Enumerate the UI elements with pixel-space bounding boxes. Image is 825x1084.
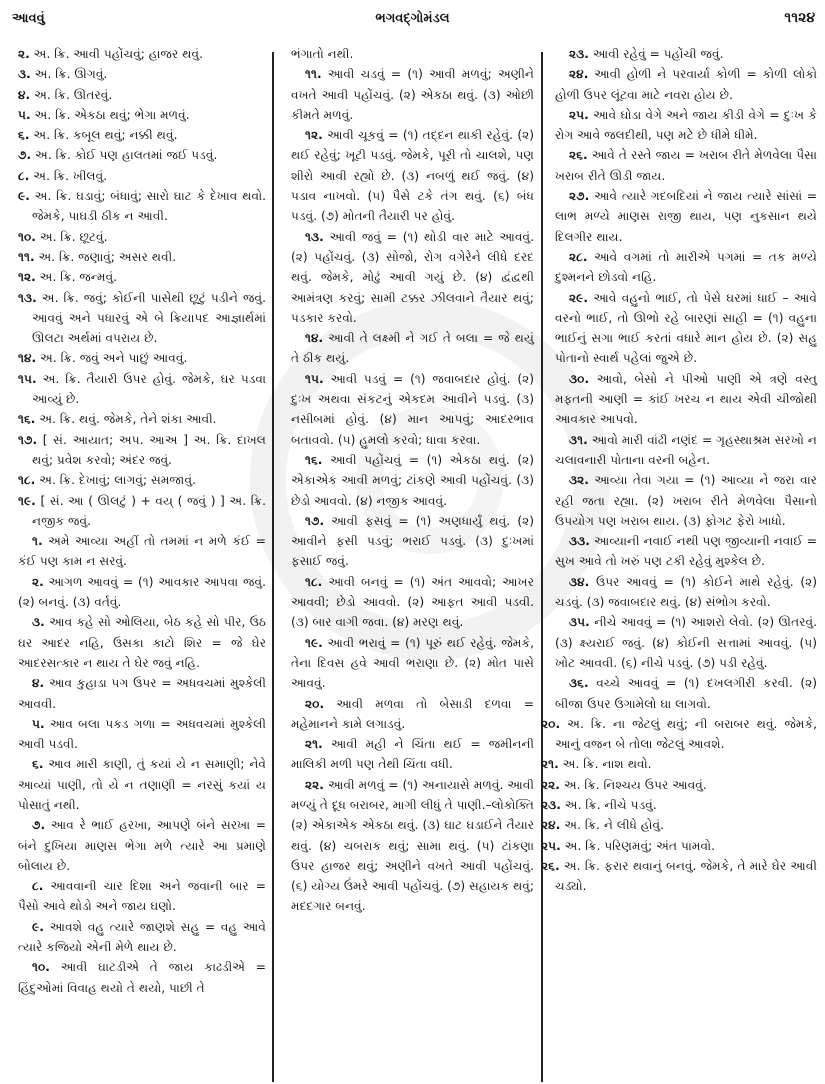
entry-text: વચ્ચે આવવું = (૧) દખલગીરી કરવી. (૨) બીજા ઉપર ઉગામેલો ઘા લાગવો. (555, 676, 817, 711)
idiom-entry (18, 531, 266, 572)
definition-entry (18, 105, 266, 125)
idiom-entry (291, 369, 534, 450)
entry-text: આવ કુહાડા પગ ઉપર = અધવચમાં મુશ્કેલી આવવી. (18, 676, 267, 711)
entry-number: ૩૪. (569, 574, 590, 589)
entry-number: ૨૫. (569, 107, 589, 122)
entry-number: ૧૯. (305, 635, 323, 650)
entry-number: ૨૨. (305, 777, 324, 792)
entry-number: ૯. (32, 919, 44, 934)
entry-text: આવે વહુનો ભાઈ, તો પેસે ઘરમાં ધાઈ – આવે વરનો ભાઈ, તો ઊભો રહે બારણાં સાહી = (૧) વહુના ભાઈનું સગા ભાઈ કરતાં વધારે માન હોય છે. (૨) સહુ પોતાનો સ્વાર્થ પહેલાં જુએ છે. (555, 290, 818, 366)
definition-entry (18, 64, 266, 84)
entry-text: અ. ક્રિ. કોઈ પણ હાલતમાં જઈ પડવું. (34, 148, 218, 163)
idiom-entry (18, 754, 266, 815)
entry-number: ૧૬. (305, 452, 323, 467)
entry-number: ૧૭. (305, 513, 325, 528)
definition-entry (18, 267, 266, 287)
entry-number: ૨૮. (569, 249, 588, 264)
entry-text: આવી ભરાવું = (૧) પૂરું થઈ રહેવું. જેમકે, તેના દિવસ હવે આવી ભરાણા છે. (૨) મોત પાસે આવવું. (291, 635, 534, 691)
entry-text: આવી મળવા તો બેસાડી દળવા = મહેમાનને કામે લગાડવું. (291, 696, 535, 731)
entry-text: આવી બનવું = (૧) અંત આવવો; આખર આવવી; છેડો આવવો. (૨) આફત આવી પડવી. (૩) બાર વાગી જવા. (૪) મરણ થવું. (291, 574, 534, 630)
definition-entry (18, 369, 266, 410)
entry-number: ૨. (32, 574, 44, 589)
entry-text: [ સં. આયાત; અપ. આઅ ] અ. ક્રિ. દાખલ થવું; પ્રવેશ કરવો; અંદર જવું. (32, 432, 266, 467)
entry-number: ૨૭. (569, 189, 590, 204)
entry-number: ૨૯. (569, 290, 588, 305)
entry-text: અ. ક્રિ. ઘડાવું; બંધાવું; સારો ઘાટ કે દેખાવ થવો. જેમકે, પાઘડી ઠીક ન આવી. (32, 189, 267, 224)
entry-number: ૧૦. (18, 229, 36, 244)
entry-number: ૩૬. (569, 676, 589, 691)
idiom-entry (291, 511, 534, 572)
entry-number: ૧૨. (18, 270, 36, 285)
entry-text: અ. ક્રિ. તૈયારી ઉપર હોવું. જેમકે, ઘર પડવા આવ્યું છે. (32, 371, 267, 407)
idiom-entry (18, 612, 266, 673)
entry-number: ૨૬. (569, 148, 588, 163)
entry-number: ૪. (18, 87, 31, 102)
entry-text: અ. ક્રિ. નિશ્ચય ઉપર આવવું. (563, 777, 707, 792)
entry-text: આવી રહેવું = પહોંચી જવું. (592, 47, 724, 61)
column-divider (272, 52, 274, 1082)
definition-entry (541, 775, 817, 795)
entry-number: ૨૧. (541, 757, 559, 772)
entry-text: અ. ક્રિ. એકઠા થવું; ભેગા મળવું. (34, 107, 190, 122)
entry-text: આવો મારી વાંઢી નણંદ = ગૃહસ્થાશ્રમ સરખો ન ચલાવનારી પોતાના વરની બહેન. (555, 432, 817, 467)
idiom-entry (555, 470, 817, 531)
header-dictionary-title: ભગવદ્ગોમંડલ (375, 11, 450, 26)
entry-text: નીચે આવવું = (૧) આશરો લેવો. (૨) ઊતરવું. (૩) ક્ષ્યરાઈ જવું. (૪) કોઈની સત્તામાં આવવું. (૫) ખોટ આવવી. (૬) નીચે પડવું. (૭) પડી રહેવું. (555, 615, 818, 670)
page-header (0, 0, 825, 36)
definition-entry (18, 44, 266, 64)
entry-text: આવ કહે સો ઓલિયા, બેઠ કહે સો પીર, ઉઠ ઘર આદર નહિ, ઉસકા કાટો શિર = જે ઘેર આદરસત્કાર ન થાય તે ઘેર જવું નહિ. (18, 615, 266, 670)
entry-number: ૭. (18, 148, 32, 163)
entry-text: આવી હોળી ને પરવાર્યા કોળી = કોળી લોકો હોળી ઉપર લૂંટવા માટે નવરા હોય છે. (555, 67, 817, 102)
idiom-entry (291, 572, 534, 633)
entry-number: ૨૧. (305, 737, 323, 752)
definition-entry (18, 166, 266, 186)
entry-number: ૫. (18, 107, 31, 122)
column-divider (541, 52, 543, 1082)
idiom-entry (18, 714, 266, 755)
definition-entry (18, 247, 266, 267)
column-middle (291, 44, 534, 917)
definition-entry (541, 754, 817, 774)
entry-text: આવ બલા પકડ ગળા = અધવચમાં મુશ્કેલી આવી પડવી. (18, 716, 266, 752)
entry-text: અ. ક્રિ. જવું અને પાછું આવવું. (40, 351, 188, 366)
entry-text: અ. ક્રિ. ઊતરવું. (34, 87, 113, 102)
entry-text: અ. ક્રિ. ફરાર થવાનું બનવું. જેમકે, તે મારે ઘેર આવી ચડ્યો. (555, 858, 818, 894)
entry-text: આવો, બેસો ને પીઓ પાણી એ ત્રણે વસ્તુ મફતની આણી = કાંઈ ખરચ ન થાય એવી ચીજોથી આવકાર આપવો. (555, 371, 818, 427)
entry-text: આવી ચૂકવું = (૧) તદ્દન થાકી રહેવું. (૨) થઈ રહેવું; ખૂટી પડવું. જેમકે, પૂરી તો ચાલશે, પણ શીરો આવી રહ્યો છે. (૩) નબળું થઈ જવું. (૪) પડાવ નાખવો. (૫) પૈસે ટકે તંગ થવું. (૬) બંધ પડવું. (૭) મોતની તૈયારી પર હોવું. (291, 128, 534, 224)
entry-number: ૧૫. (305, 371, 324, 386)
entry-number: ૩૫. (569, 615, 590, 630)
entry-number: ૨૬. (541, 858, 560, 873)
idiom-entry (555, 430, 817, 471)
definition-entry (18, 186, 266, 227)
entry-number: ૨૪. (541, 818, 561, 833)
entry-number: ૧૩. (305, 229, 324, 244)
entry-number: ૩૦. (569, 371, 590, 386)
entry-number: ૨. (18, 47, 30, 61)
entry-number: ૧૭. (18, 432, 38, 447)
entry-number: ૧૦. (32, 960, 50, 975)
definition-entry (541, 795, 817, 815)
entry-number: ૨૨. (541, 777, 560, 792)
definition-entry (541, 836, 817, 856)
idiom-entry (555, 673, 817, 714)
entry-text: આવી જવું = (૧) થોડી વાર માટે આવવું. (૨) પહોંચવું. (૩) સોજો, રોગ વગેરેને લીધે દરદ થવું. જેમકે, મોઢું આવી ગયું છે. (૪) દ્વંદ્વથી આમંત્રણ કરવું; સામી ટક્કર ઝીલવાને તૈયાર થવું; પડકાર કરવો. (291, 229, 535, 325)
header-page-number: ૧૧૨૪ (784, 10, 815, 26)
entry-number: ૧૧. (18, 249, 35, 264)
entry-text: અ. ક્રિ. દેખાવું; લાગવું; સમજાવું. (39, 473, 196, 488)
entry-text: આવી ફસવું = (૧) અણધાર્યું થવું. (૨) આવીને ફસી પડવું; ભરાઈ પડવું. (૩) દુઃખમાં ફસાઈ જવું. (291, 513, 535, 569)
idiom-entry (291, 328, 534, 369)
entry-text: અ. ક્રિ. કબૂલ થવું; નક્કી થવું. (33, 128, 178, 143)
entry-text: અ. ક્રિ. છૂટવું. (39, 229, 108, 244)
idiom-entry (555, 247, 817, 288)
entry-number: ૮. (18, 168, 30, 183)
idiom-entry (291, 734, 534, 775)
entry-text: આવ મારી કાણી, તું કયાં યે ન સમાણી; નેવે આવ્યાં પાણી, તો યે ન તણાણી = નરસું કયાં ય પોસાતું નથી. (18, 757, 267, 812)
definition-entry (18, 348, 266, 368)
idiom-entry (18, 673, 266, 714)
entry-text: આવે ઘોડા વેગે અને જાય કીડી વેગે = દુઃખ કે રોગ આવે જલદીથી, પણ મટે છે ધીમે ધીમે. (555, 107, 817, 143)
idiom-entry (555, 145, 817, 186)
entry-number: ૯. (18, 189, 30, 204)
definition-entry (541, 856, 817, 897)
idiom-entry (555, 44, 817, 64)
entry-text: અ. ક્રિ. ઊગવું. (34, 67, 108, 82)
entry-number: ૧. (32, 534, 43, 549)
idiom-entry (18, 815, 266, 876)
idiom-entry (291, 227, 534, 328)
entry-text: આવવાની ચાર દિશા અને જવાની બાર = પૈસો આવે થોડો અને જાય ઘણો. (18, 879, 266, 914)
entry-text: આવશે વહુ ત્યારે જાણશે સહુ = વહુ આવે ત્યારે કજિયો એની મેળે થાય છે. (18, 919, 267, 955)
entry-text: આવે વગમાં તો મારીએ પગમાં = તક મળ્યે દુશ્મનને છોડવો નહિ. (555, 249, 818, 285)
idiom-entry (555, 612, 817, 673)
entry-number: ૭. (32, 818, 46, 833)
idiom-entry (555, 369, 817, 430)
entry-number: ૨૦. (305, 696, 325, 711)
definition-entry (18, 491, 266, 532)
entry-number: ૬. (18, 128, 30, 143)
entry-text: અ. ક્રિ. આવી પહોંચવું; હાજર થવું. (33, 47, 203, 61)
entry-text: આવી મહી ને ચિંતા થઈ = જમીનની માલિકી મળી પણ તેથી ચિંતા વધી. (291, 737, 535, 772)
definition-entry (541, 714, 817, 755)
idiom-entry (18, 876, 266, 917)
entry-number: ૩. (32, 615, 45, 630)
entry-number: ૨૫. (541, 838, 561, 853)
entry-number: ૬. (32, 757, 44, 772)
entry-text: અમે આવ્યા અહીં તો તમમાં ન મળે કંઈ = કંઈ પણ કામ ન સરવું. (18, 534, 267, 569)
entry-number: ૩૩. (569, 534, 590, 549)
entry-text: અ. ક્રિ. નીચે પડવું. (564, 797, 657, 812)
idiom-entry (555, 288, 817, 369)
entry-text: આવી મળવું = (૧) અનાયાસે મળવું. આવી મળ્યું તે દૂધ બરાબર, માગી લીધું તે પાણી.–લોકોક્તિ (૨) એકાએક એકઠા થવું. (૩) ઘાટ ઘડાઈને તૈયાર થવું. (૪) ચબરાક થવું; સામા થવું. (૫) ટાંકણા ઉપર હાજર થવું; અણીને વખતે આવી પહોંચવું. (૬) યોગ્ય ઉંમરે આવી પહોંચવું. (૭) સહાયક થવું; મદદગાર બનવું. (291, 777, 534, 914)
entry-text: અ. ક્રિ. પરિણમવું; અંત પામવો. (564, 838, 715, 853)
entry-text: અ. ક્રિ. નાશ થવો. (562, 757, 652, 772)
entry-number: ૩. (18, 67, 31, 82)
definition-entry (291, 44, 534, 64)
entry-number: ૧૪. (305, 331, 324, 346)
entry-text: આવી પડવું = (૧) જવાબદાર હોવું. (૨) દુઃખ અથવા સંકટનું એકદમ આવીને પડવું. (૩) નસીબમાં હોવું. (૪) માન આપવું; આદરભાવ બતાવવો. (૫) હુમલો કરવો; ધાવા કરવા. (291, 371, 534, 447)
entry-number: ૩૧. (569, 432, 588, 447)
definition-entry (18, 430, 266, 471)
entry-text: ઉપર આવવું = (૧) કોઈને માથે રહેવું. (૨) ચડવું. (૩) જવાબદાર થવું. (૪) સંભોગ કરવો. (555, 574, 817, 610)
entry-text: આવે ત્યારે ગદબદિયાં ને જાય ત્યારે સાંસાં = લાભ મળ્યે માણસ રાજી થાય, પણ નુકસાન થયે દિલગીર થાય. (555, 189, 817, 244)
idiom-entry (291, 125, 534, 226)
entry-text: [ સં. આ ( ઊલટું ) + વય્ ( જવું ) ] અ. ક્રિ. નજીક જવું. (32, 493, 267, 528)
idiom-entry (555, 572, 817, 613)
idiom-entry (555, 531, 817, 572)
entry-number: ૫. (32, 716, 45, 731)
entry-number: ૧૫. (18, 371, 37, 386)
idiom-entry (291, 450, 534, 511)
idiom-entry (291, 775, 534, 917)
entry-number: ૧૮. (305, 574, 323, 589)
definition-entry (18, 227, 266, 247)
entry-number: ૧૮. (18, 473, 36, 488)
entry-number: ૧૪. (18, 351, 37, 366)
entry-text: આવી ઘાટડીએ તે જાય કાઢડીએ = હિંદુઓમાં વિવાહ થયો તે થયો, પાછી તે (18, 960, 267, 995)
entry-text: અ. ક્રિ. જવું; કોઈની પાસેથી છૂટું પડીને જવું. આવવું અને પધારવું એ બે ક્રિયાપદ આજ્ઞાર્થમાં ઊલટા અર્થમાં વપરાય છે. (32, 290, 267, 346)
entry-text: આવી પહોંચવું = (૧) એકઠા થવું. (૨) એકાએક આવી મળવું; ટાંકણે આવી પહોંચવું. (૩) છેડો આવવો. (૪) નજીક આવવું. (291, 452, 534, 508)
entry-number: ૨૩. (541, 797, 561, 812)
entry-text: અ. ક્રિ. થવું. જેમકે, તેને શંકા આવી. (39, 412, 217, 427)
entry-number: ૧૯. (18, 493, 36, 508)
entry-text: આગળ આવવું = (૧) આવકાર આપવા જવું. (૨) બનવું. (૩) વર્તવું. (18, 574, 267, 610)
entry-text: અ. ક્રિ. જણાવું; અસર થવી. (38, 249, 177, 264)
entry-text: અ. ક્રિ. ને લીધે હોવું. (564, 818, 664, 833)
header-guide-word: આવવું (12, 11, 45, 26)
entry-text: અ. ક્રિ. ખીલવું. (33, 168, 108, 183)
entry-text: અ. ક્રિ. જન્મવું. (39, 270, 118, 285)
entry-number: ૮. (32, 879, 44, 894)
idiom-entry (291, 64, 534, 125)
entry-text: આવી તે લક્ષ્મી ને ગઈ તે બલા = જે થયું તે ઠીક થયું. (291, 331, 534, 366)
idiom-entry (291, 633, 534, 694)
entry-text: આવે તે રસ્તે જાય = ખરાબ રીતે મેળવેલા પૈસા ખરાબ રીતે ઊડી જાય. (555, 148, 818, 183)
entry-number: ૪. (32, 676, 45, 691)
idiom-entry (18, 957, 266, 998)
idiom-entry (555, 105, 817, 146)
idiom-entry (18, 572, 266, 613)
entry-text: આવી ચડવું = (૧) આવી મળવું; અણીને વખતે આવી પહોંચવું. (૨) એકઠા થવું. (૩) ઓછી કીમતે મળવું. (291, 67, 535, 122)
entry-number: ૧૩. (18, 290, 37, 305)
entry-text: ભંગાતો નથી. (291, 47, 354, 61)
entry-number: ૩૨. (569, 473, 589, 488)
idiom-entry (555, 186, 817, 247)
entry-number: ૧૨. (305, 128, 323, 143)
entry-text: આવ્યા તેવા ગયા = (૧) આવ્યા ને જરા વાર રહી જતા રહ્યા. (૨) ખરાબ રીતે મેળવેલા પૈસાનો ઉપયોગ પણ ખરાબ થાય. (૩) ફોગટ ફેરો ખાધો. (555, 473, 817, 528)
entry-number: ૧૬. (18, 412, 36, 427)
definition-entry (541, 815, 817, 835)
column-left (18, 44, 266, 998)
entry-number: ૧૧. (305, 67, 322, 82)
definition-entry (18, 145, 266, 165)
idiom-entry (291, 694, 534, 735)
idiom-entry (18, 917, 266, 958)
entry-number: ૨૩. (569, 47, 589, 61)
definition-entry (18, 85, 266, 105)
entry-text: અ. ક્રિ. ના જેટલું થવું; ની બરાબર થવું. જેમકે, આનું વજન બે તોલા જેટલું આવશે. (555, 716, 818, 752)
idiom-entry (555, 64, 817, 105)
entry-number: ૨૪. (569, 67, 589, 82)
definition-entry (18, 470, 266, 490)
entry-number: ૨૦. (541, 716, 561, 731)
definition-entry (18, 288, 266, 349)
definition-entry (18, 125, 266, 145)
entry-text: આવ રે ભાઈ હરખા, આપણે બંને સરખા = બંને દુખિયા માણસ ભેગા મળે ત્યારે આ પ્રમાણે બોલાય છે. (18, 818, 266, 873)
definition-entry (18, 409, 266, 429)
column-right (541, 44, 818, 896)
entry-text: આવ્યાની નવાઈ નથી પણ જીવ્યાની નવાઈ = સુખ આવે તો ખરું પણ ટકી રહેવું મુશ્કેલ છે. (555, 534, 817, 569)
